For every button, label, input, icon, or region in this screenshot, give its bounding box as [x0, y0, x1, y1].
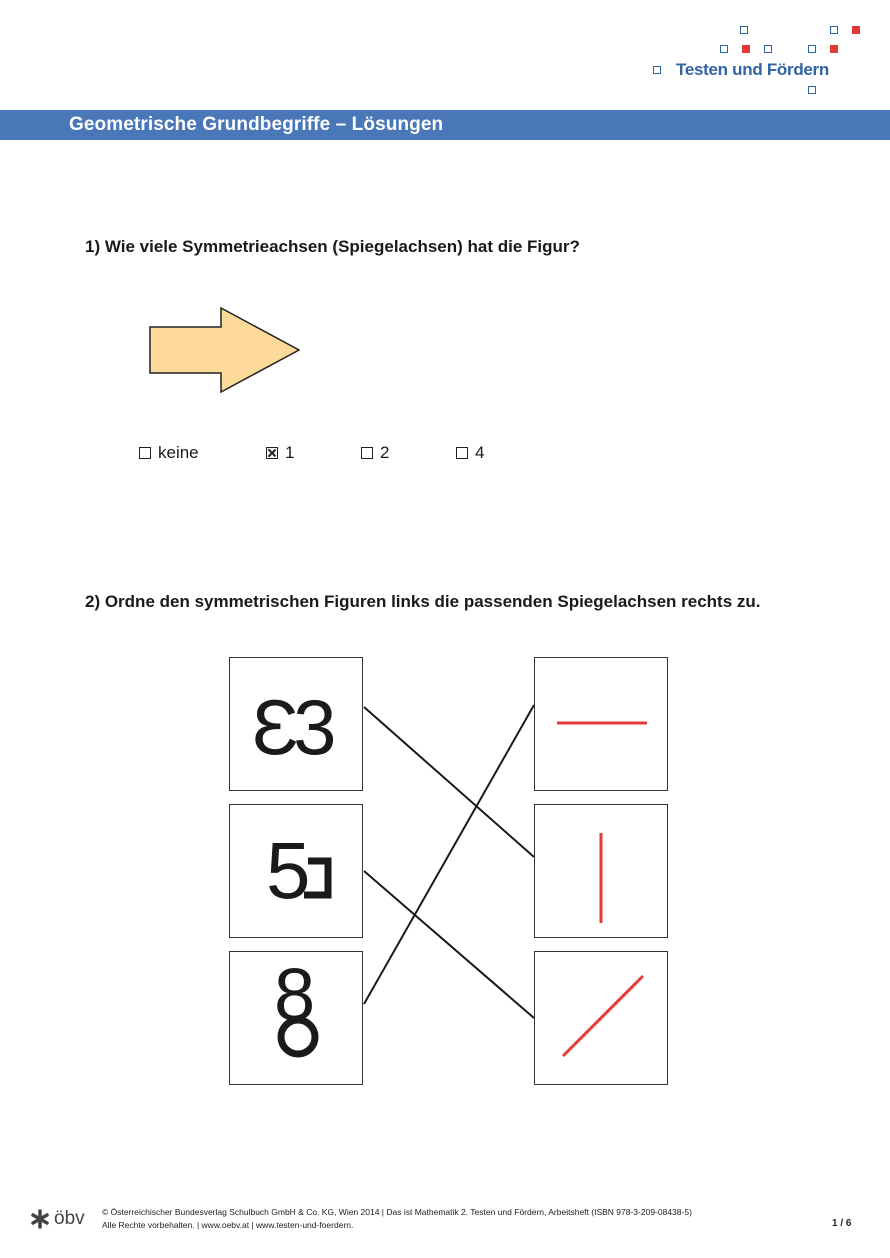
option-label: keine — [158, 443, 199, 462]
rights-line: Alle Rechte vorbehalten. | www.oebv.at | www.testen-und-foerdern. — [102, 1220, 354, 1230]
question-1: 1) Wie viele Symmetrieachsen (Spiegelachsen) hat die Figur? — [85, 237, 580, 256]
option-label: 1 — [285, 443, 295, 462]
connection-line — [364, 707, 534, 857]
page-number: 1 / 6 — [832, 1218, 852, 1229]
question-2: 2) Ordne den symmetrischen Figuren links die passenden Spiegelachsen rechts zu. — [85, 592, 761, 611]
figure-five: 5 — [266, 826, 311, 915]
figure-e3: Ɛ3 — [252, 683, 331, 771]
option-label: 2 — [380, 443, 390, 462]
copyright-line: © Österreichischer Bundesverlag Schulbuch GmbH & Co. KG, Wien 2014 | Das ist Mathematik 2. Testen und Fördern, Arbeitsheft (ISBN 978-3-209-08438-5) — [102, 1207, 692, 1217]
publisher-logo — [30, 1208, 85, 1230]
publisher-name: öbv — [54, 1208, 85, 1229]
star-icon — [30, 1209, 50, 1229]
option-label: 4 — [475, 443, 485, 462]
connection-line — [364, 871, 534, 1018]
page-title: Geometrische Grundbegriffe – Lösungen — [69, 114, 444, 135]
figure-eight: 8 — [274, 953, 316, 1036]
connection-line — [364, 705, 534, 1004]
brand-name: Testen und Fördern — [676, 60, 829, 79]
